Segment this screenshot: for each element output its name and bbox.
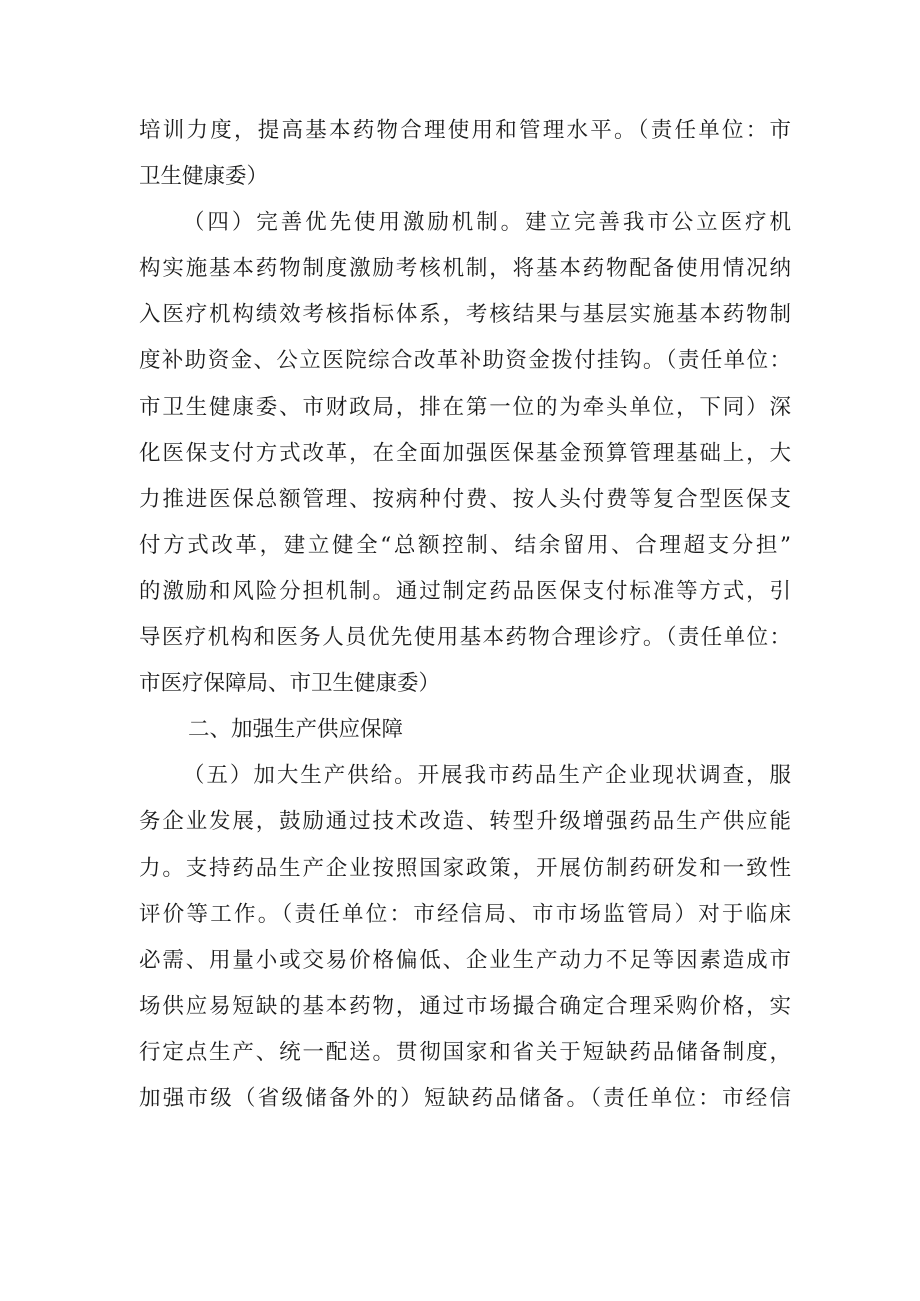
text-line: 市医疗保障局、市卫生健康委）	[139, 671, 441, 697]
text-line: 必需、用量小或交易价格偏低、企业生产动力不足等因素造成市	[139, 947, 791, 973]
body-text	[139, 108, 791, 1122]
chapter-heading: 二、加强生产供应保障	[188, 717, 404, 743]
text-line: 评价等工作。（责任单位：市经信局、市市场监管局）对于临床	[139, 901, 791, 927]
text-line: 的激励和风险分担机制。通过制定药品医保支付标准等方式，引	[139, 578, 791, 604]
text-line: 化医保支付方式改革，在全面加强医保基金预算管理基础上，大	[139, 440, 791, 466]
text-line: 市卫生健康委、市财政局，排在第一位的为牵头单位，下同）深	[139, 394, 791, 420]
text-line: 付方式改革，建立健全“总额控制、结余留用、合理超支分担”	[139, 532, 791, 558]
text-line: 力。支持药品生产企业按照国家政策，开展仿制药研发和一致性	[139, 855, 791, 881]
text-line: 导医疗机构和医务人员优先使用基本药物合理诊疗。（责任单位：	[139, 625, 791, 651]
text-line: 务企业发展，鼓励通过技术改造、转型升级增强药品生产供应能	[139, 809, 791, 835]
section-heading-5: （五）加大生产供给。开展我市药品生产企业现状调查，服	[183, 763, 791, 789]
text-line: 卫生健康委）	[139, 164, 269, 190]
text-line: 入医疗机构绩效考核指标体系，考核结果与基层实施基本药物制	[139, 302, 791, 328]
text-line: 构实施基本药物制度激励考核机制，将基本药物配备使用情况纳	[139, 256, 791, 282]
section-heading-4: （四）完善优先使用激励机制。建立完善我市公立医疗机	[183, 210, 791, 236]
text-line: 加强市级（省级储备外的）短缺药品储备。（责任单位：市经信	[139, 1085, 791, 1111]
text-line: 场供应易短缺的基本药物，通过市场撮合确定合理采购价格，实	[139, 993, 791, 1019]
text-line: 度补助资金、公立医院综合改革补助资金拨付挂钩。（责任单位：	[139, 348, 791, 374]
text-line: 行定点生产、统一配送。贯彻国家和省关于短缺药品储备制度，	[139, 1039, 791, 1065]
text-line: 培训力度，提高基本药物合理使用和管理水平。（责任单位：市	[139, 118, 791, 143]
text-line: 力推进医保总额管理、按病种付费、按人头付费等复合型医保支	[139, 486, 791, 512]
